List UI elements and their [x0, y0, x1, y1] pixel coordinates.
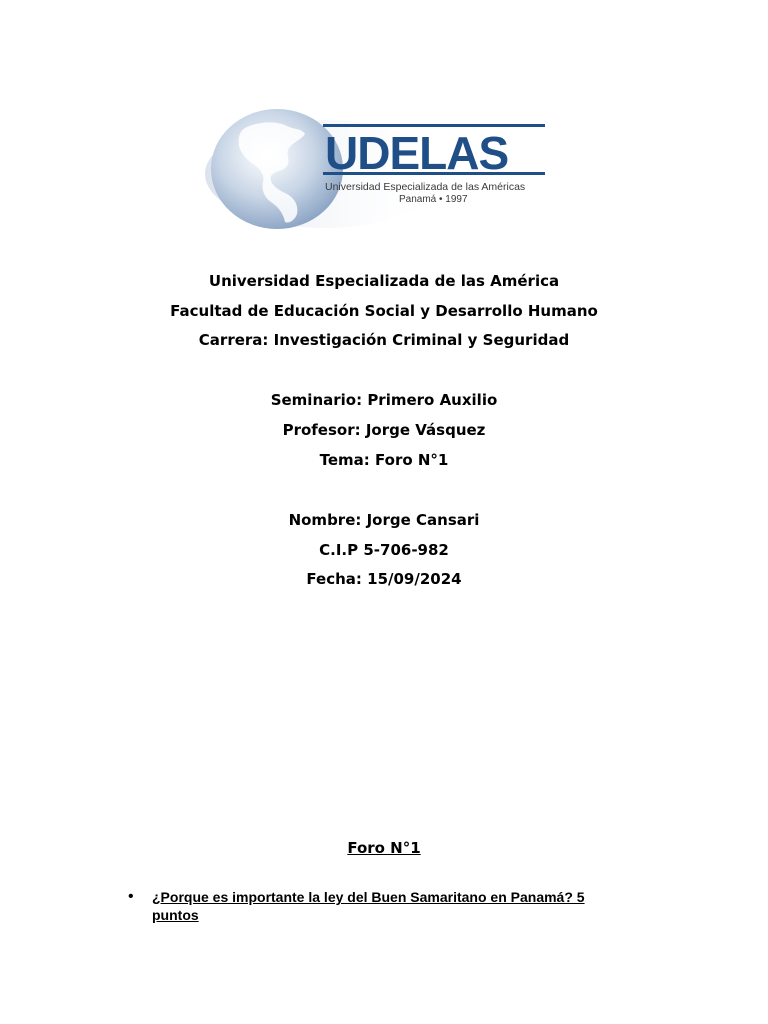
logo-wordmark: UDELAS [325, 127, 509, 179]
logo-tagline: Universidad Especializada de las Américas [325, 181, 526, 193]
topic-name: Tema: Foro N°1 [319, 451, 449, 469]
seminar-name: Seminario: Primero Auxilio [270, 391, 498, 409]
professor-name: Profesor: Jorge Vásquez [282, 421, 486, 439]
bullet-icon: • [128, 888, 134, 905]
faculty-name: Facultad de Educación Social y Desarrollo Humano [170, 302, 598, 320]
university-name: Universidad Especializada de las América [208, 272, 560, 290]
udelas-logo [205, 106, 555, 234]
logo-location-year: Panamá • 1997 [399, 194, 468, 205]
student-cip: C.I.P 5-706-982 [319, 541, 449, 559]
list-item [128, 888, 648, 924]
career-name: Carrera: Investigación Criminal y Seguridad [198, 331, 570, 349]
question-list [128, 888, 648, 924]
udelas-logo-graphic [205, 106, 555, 234]
submission-date: Fecha: 15/09/2024 [306, 570, 462, 588]
question-text: ¿Porque es importante la ley del Buen Samaritano en Panamá? 5 puntos [152, 889, 585, 923]
student-name: Nombre: Jorge Cansari [288, 511, 480, 529]
section-heading: Foro N°1 [347, 839, 421, 857]
